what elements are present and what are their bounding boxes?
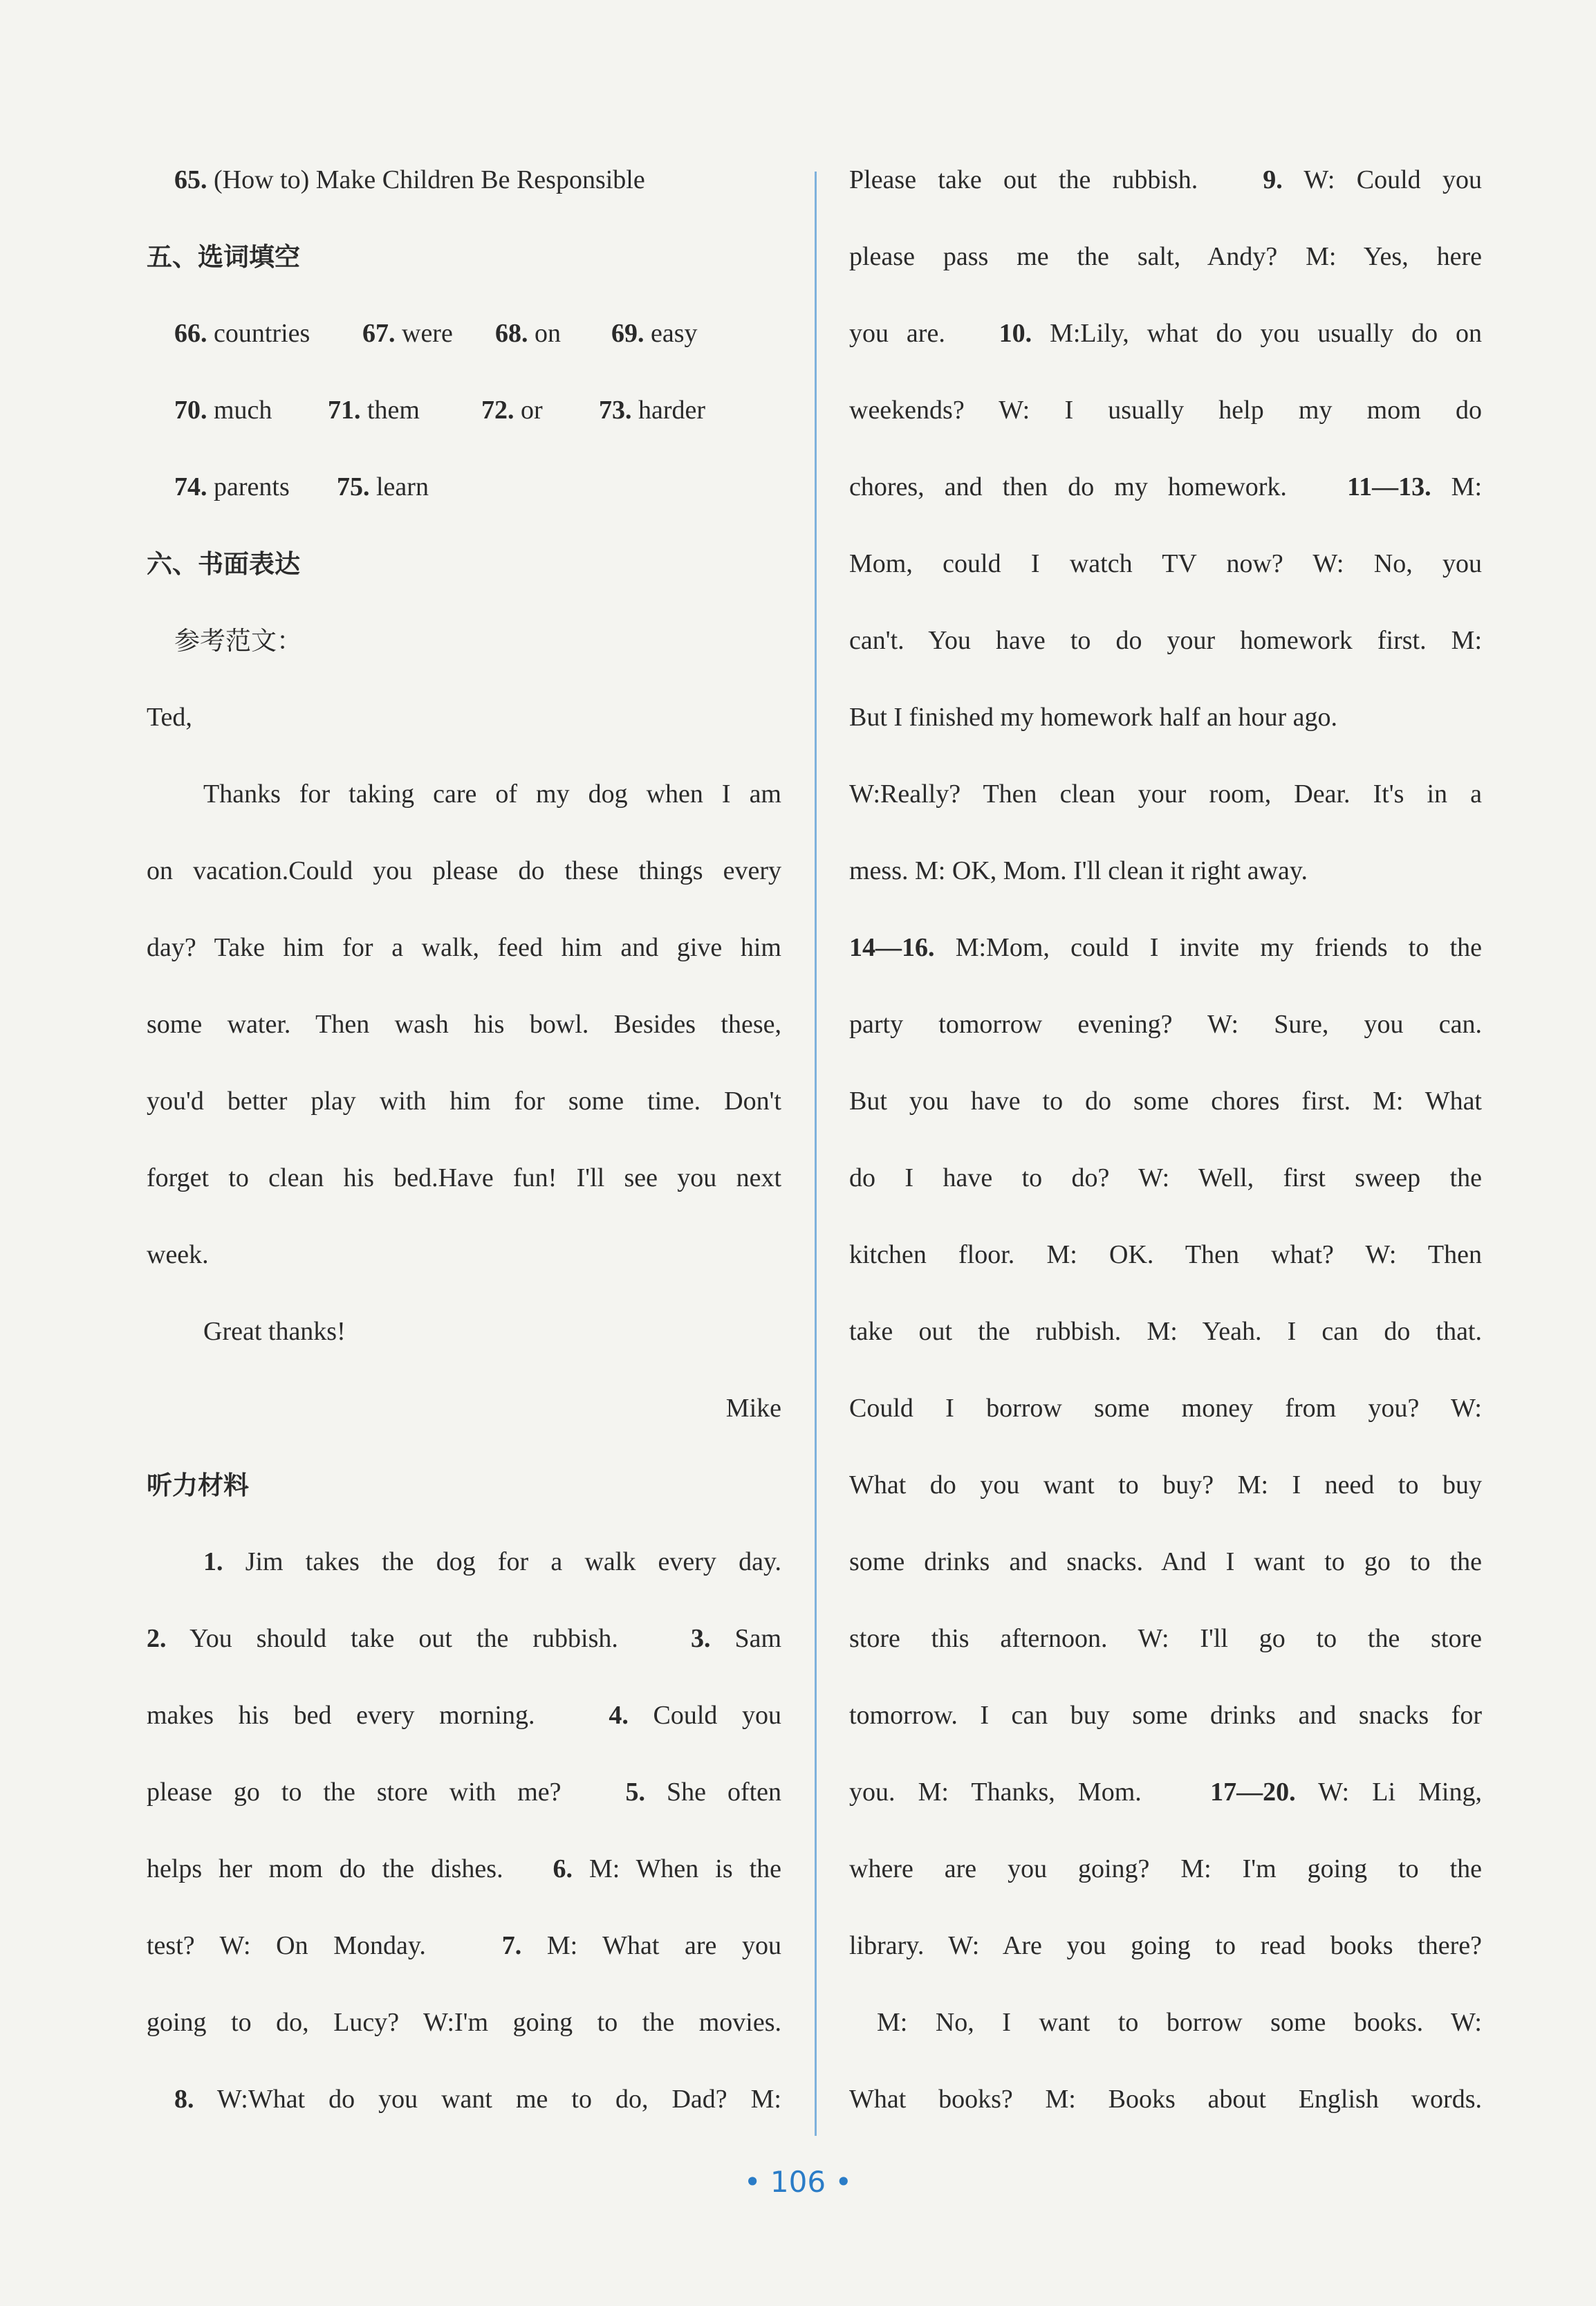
script-line xyxy=(849,910,1482,986)
item-number: 6. xyxy=(553,1854,573,1883)
script-text: M:Lily, what do you usually do on xyxy=(1032,319,1483,348)
answer-65 xyxy=(147,142,781,219)
item-number: 4. xyxy=(609,1701,629,1730)
answer-text: (How to) Make Children Be Responsible xyxy=(214,165,645,194)
script-text: Please take out the rubbish. xyxy=(849,165,1198,194)
script-line: Mom, could I watch TV now? W: No, you xyxy=(849,549,1482,578)
script-text: M:Mom, could I invite my friends to the xyxy=(934,933,1482,962)
item-number: 8. xyxy=(174,2085,194,2114)
script-line: kitchen floor. M: OK. Then what? W: Then xyxy=(849,1240,1482,1269)
script-text: helps her mom do the dishes. xyxy=(147,1854,503,1883)
script-text: W:What do you want me to do, Dad? M: xyxy=(194,2085,781,2114)
letter-line: you'd better play with him for some time. Don't xyxy=(147,1087,781,1116)
section-heading-5: 五、选词填空 xyxy=(147,242,300,272)
script-line: take out the rubbish. M: Yeah. I can do that. xyxy=(849,1317,1482,1346)
script-line xyxy=(849,1754,1482,1831)
right-column xyxy=(849,142,1482,2138)
script-text: Could you xyxy=(628,1701,782,1730)
page-number: • 106 • xyxy=(743,2165,853,2199)
script-line: mess. M: OK, Mom. I'll clean it right away. xyxy=(849,856,1308,885)
script-line: weekends? W: I usually help my mom do xyxy=(849,396,1482,425)
script-line: do I have to do? W: Well, first sweep the xyxy=(849,1163,1482,1192)
letter-line: on vacation.Could you please do these things every xyxy=(147,856,781,885)
script-text: Sam xyxy=(710,1624,782,1653)
item-number: 9. xyxy=(1263,165,1283,194)
script-line: going to do, Lucy? W:I'm going to the movies. xyxy=(147,2008,781,2037)
script-text: She often xyxy=(644,1778,782,1807)
script-line: party tomorrow evening? W: Sure, you can. xyxy=(849,1010,1482,1039)
script-line xyxy=(147,2061,781,2138)
script-text: M: When is the xyxy=(572,1854,781,1883)
item-number: 70. xyxy=(174,396,207,425)
script-line: What books? M: Books about English words. xyxy=(849,2085,1482,2114)
item-number: 67. xyxy=(362,319,396,348)
script-text: you are. xyxy=(849,319,945,348)
script-text: W: Li Ming, xyxy=(1295,1778,1482,1807)
script-line xyxy=(147,1754,781,1831)
item-number: 74. xyxy=(174,472,207,501)
answer-word: much xyxy=(207,396,272,425)
answer-word: them xyxy=(360,396,420,425)
script-line xyxy=(147,1908,781,1984)
item-number: 17—20. xyxy=(1210,1778,1296,1807)
letter-greeting: Ted, xyxy=(147,703,192,732)
item-number: 68. xyxy=(495,319,528,348)
item-number: 75. xyxy=(337,472,370,501)
sample-label: 参考范文： xyxy=(174,626,302,656)
left-column xyxy=(147,142,781,2138)
item-number: 1. xyxy=(203,1547,223,1576)
script-text: M: xyxy=(1431,472,1483,501)
script-text: please go to the store with me? xyxy=(147,1778,562,1807)
script-line: library. W: Are you going to read books there? xyxy=(849,1931,1482,1960)
script-line: please pass me the salt, Andy? M: Yes, here xyxy=(849,242,1482,271)
item-number: 14—16. xyxy=(849,933,935,962)
script-text: chores, and then do my homework. xyxy=(849,472,1287,501)
answer-word: parents xyxy=(207,472,290,501)
script-text: You should take out the rubbish. xyxy=(166,1624,618,1653)
script-line: tomorrow. I can buy some drinks and snacks for xyxy=(849,1701,1482,1730)
letter-line: some water. Then wash his bowl. Besides these, xyxy=(147,1010,781,1039)
item-number: 5. xyxy=(625,1778,645,1807)
section-heading-6: 六、书面表达 xyxy=(147,549,300,579)
letter-signature: Mike xyxy=(725,1394,781,1423)
script-line: W:Really? Then clean your room, Dear. It's in a xyxy=(849,780,1482,809)
item-number: 73. xyxy=(599,396,632,425)
column-divider xyxy=(815,172,817,2136)
script-line: where are you going? M: I'm going to the xyxy=(849,1854,1482,1883)
item-number: 3. xyxy=(690,1624,711,1653)
answers-74-75 xyxy=(147,449,781,526)
answers-66-69 xyxy=(147,295,781,372)
letter-line: forget to clean his bed.Have fun! I'll see you next xyxy=(147,1163,781,1192)
item-number: 10. xyxy=(999,319,1032,348)
script-text: you. M: Thanks, Mom. xyxy=(849,1778,1142,1807)
listening-heading: 听力材料 xyxy=(147,1470,249,1500)
script-line: But I finished my homework half an hour ago. xyxy=(849,703,1338,732)
script-line xyxy=(147,1601,781,1677)
item-number: 72. xyxy=(481,396,514,425)
script-text: M: What are you xyxy=(521,1931,782,1960)
script-text: Jim takes the dog for a walk every day. xyxy=(223,1547,781,1576)
item-number: 2. xyxy=(147,1624,167,1653)
script-line: store this afternoon. W: I'll go to the store xyxy=(849,1624,1482,1653)
letter-closing: Great thanks! xyxy=(203,1317,346,1346)
item-number: 66. xyxy=(174,319,207,348)
answer-word: easy xyxy=(644,319,698,348)
item-number: 11—13. xyxy=(1347,472,1431,501)
item-number: 69. xyxy=(611,319,644,348)
script-line: can't. You have to do your homework first. M: xyxy=(849,626,1482,655)
script-text: W: Could you xyxy=(1282,165,1483,194)
script-line xyxy=(147,1831,781,1908)
script-line xyxy=(849,295,1482,372)
item-number: 7. xyxy=(501,1931,522,1960)
answer-word: harder xyxy=(631,396,706,425)
answer-word: on xyxy=(528,319,561,348)
script-line: Could I borrow some money from you? W: xyxy=(849,1394,1482,1423)
letter-line: Thanks for taking care of my dog when I am xyxy=(203,780,781,809)
script-line: M: No, I want to borrow some books. W: xyxy=(877,2008,1482,2037)
script-line xyxy=(147,1677,781,1754)
answer-word: or xyxy=(514,396,543,425)
item-number: 65. xyxy=(174,165,207,194)
letter-line: day? Take him for a walk, feed him and give him xyxy=(147,933,781,962)
answers-70-73 xyxy=(147,372,781,449)
answer-word: were xyxy=(395,319,453,348)
script-line: But you have to do some chores first. M: What xyxy=(849,1087,1482,1116)
script-text: makes his bed every morning. xyxy=(147,1701,535,1730)
script-text: test? W: On Monday. xyxy=(147,1931,426,1960)
script-line xyxy=(849,142,1482,219)
script-line xyxy=(147,1524,781,1601)
script-line: some drinks and snacks. And I want to go to the xyxy=(849,1547,1482,1576)
script-line xyxy=(849,449,1482,526)
script-line: What do you want to buy? M: I need to buy xyxy=(849,1470,1482,1500)
item-number: 71. xyxy=(328,396,361,425)
answer-word: learn xyxy=(369,472,429,501)
answer-word: countries xyxy=(207,319,310,348)
letter-line: week. xyxy=(147,1240,209,1269)
